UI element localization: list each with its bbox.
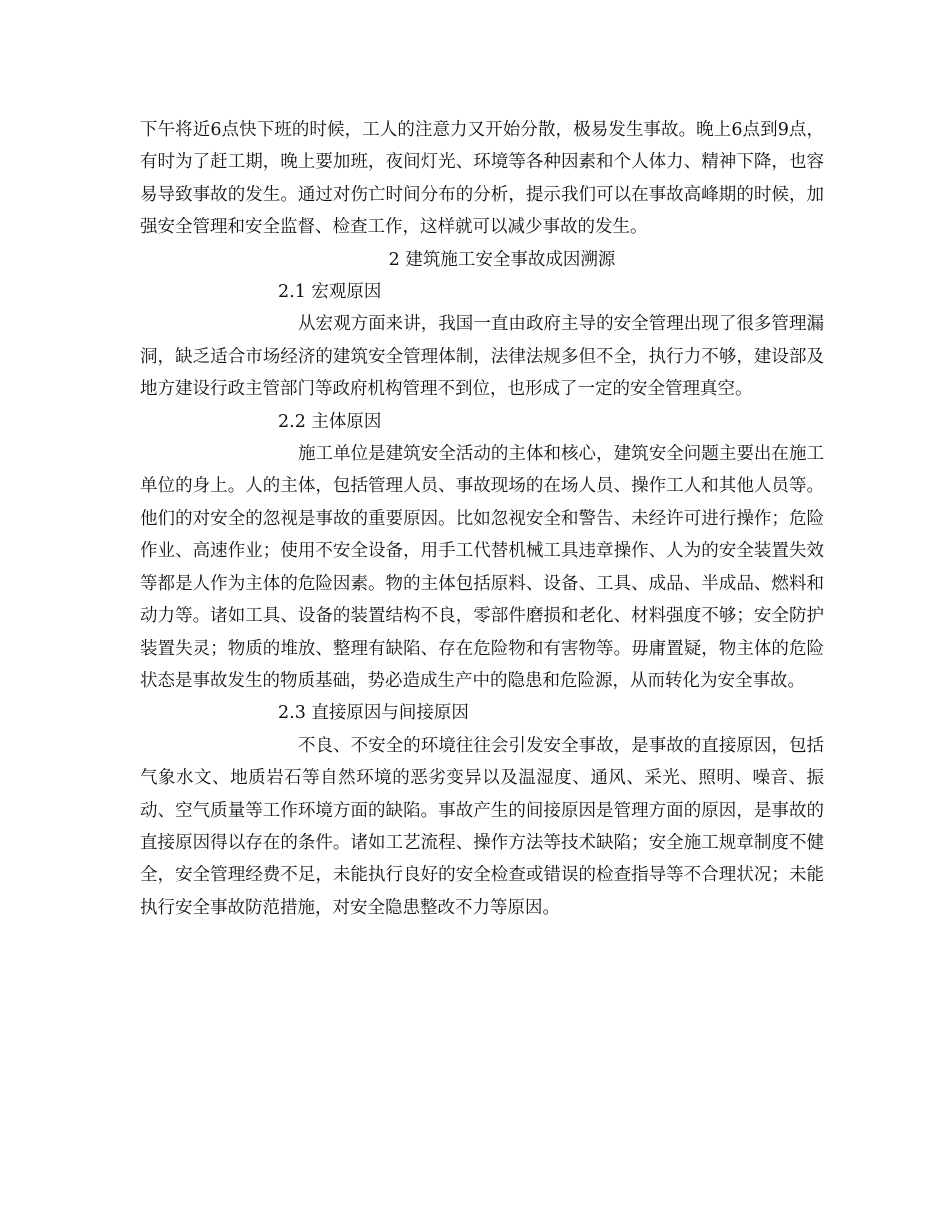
body-paragraph-time-analysis: 下午将近6点快下班的时候，工人的注意力又开始分散，极易发生事故。晚上6点到9点，有时为了赶工期，晚上要加班，夜间灯光、环境等各种因素和个人体力、精神下降，也容易导致事故的发生。通过对伤亡时间分布的分析，提示我们可以在事故高峰期的时候，加强安全管理和安全监督、检查工作，这样就可以减少事故的发生。: [140, 120, 824, 238]
body-paragraph-subject: 施工单位是建筑安全活动的主体和核心，建筑安全问题主要出在施工单位的身上。人的主体，包括管理人员、事故现场的在场人员、操作工人和其他人员等。他们的对安全的忽视是事故的重要原因。比如忽视安全和警告、未经许可进行操作；危险作业、高速作业；使用不安全设备，用手工代替机械工具违章操作、人为的安全装置失效等都是人作为主体的危险因素。物的主体包括原料、设备、工具、成品、半成品、燃料和动力等。诸如工具、设备的装置结构不良，零部件磨损和老化、材料强度不够；安全防护装置失灵；物质的堆放、整理有缺陷、存在危险物和有害物等。毋庸置疑，物主体的危险状态是事故发生的物质基础，势必造成生产中的隐患和危险源，从而转化为安全事故。: [140, 444, 824, 691]
subsection-heading-direct-indirect: 2.3 直接原因与间接原因: [278, 703, 469, 724]
section-heading-causes: 2 建筑施工安全事故成因溯源: [388, 249, 616, 270]
subsection-heading-subject: 2.2 主体原因: [278, 411, 382, 432]
body-paragraph-macro: 从宏观方面来讲，我国一直由政府主导的安全管理出现了很多管理漏洞，缺乏适合市场经济的建筑安全管理体制，法律法规多但不全，执行力不够，建设部及地方建设行政主管部门等政府机构管理不到位，也形成了一定的安全管理真空。: [140, 314, 824, 400]
subsection-heading-macro: 2.1 宏观原因: [278, 282, 382, 303]
document-page: [140, 114, 824, 924]
body-paragraph-direct-indirect: 不良、不安全的环境往往会引发安全事故，是事故的直接原因，包括气象水文、地质岩石等自然环境的恶劣变异以及温湿度、通风、采光、照明、噪音、振动、空气质量等工作环境方面的缺陷。事故产生的间接原因是管理方面的原因，是事故的直接原因得以存在的条件。诸如工艺流程、操作方法等技术缺陷；安全施工规章制度不健全，安全管理经费不足，未能执行良好的安全检查或错误的检查指导等不合理状况；未能执行安全事故防范措施，对安全隐患整改不力等原因。: [140, 735, 824, 918]
